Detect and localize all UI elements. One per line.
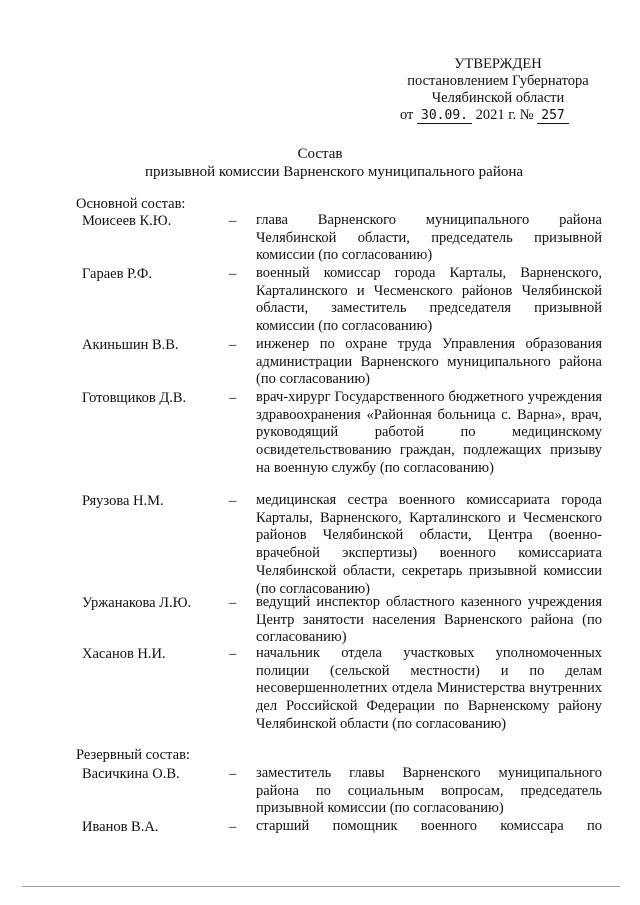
approval-date-line [388, 107, 608, 124]
date-value: 30.09. [417, 109, 472, 124]
approval-block [388, 56, 608, 124]
composition-title: Состав [297, 146, 343, 162]
member-role: старший помощник военного комиссара по [256, 818, 602, 834]
member-role: заместитель главы Варненского муниципального района по социальным вопросам, председатель призывной комиссии (по согласованию) [256, 765, 602, 817]
member-dash: – [229, 266, 237, 282]
member-dash: – [229, 337, 237, 353]
member-dash: – [229, 595, 237, 611]
member-dash: – [229, 493, 237, 509]
member-name: Уржанакова Л.Ю. [82, 595, 192, 611]
member-dash: – [229, 819, 237, 835]
reserve-section-label: Резервный состав: [76, 747, 190, 763]
member-name: Моисеев К.Ю. [82, 213, 172, 229]
member-role: военный комиссар города Карталы, Варненского, Карталинского и Чесменского районов Челябинской области, заместитель председателя призывной комиссии (по согласованию) [256, 265, 602, 335]
composition-heading [0, 145, 640, 181]
member-role: начальник отдела участковых уполномоченных полиции (сельской местности) и по делам несовершеннолетних отдела Министерства внутренних дел Российской Федерации по Варненскому району Челябинской области (по согласованию) [256, 645, 602, 732]
member-dash: – [229, 766, 237, 782]
member-role: медицинская сестра военного комиссариата города Карталы, Варненского, Карталинского и Чесменского районов Челябинской области, Центра (военно-врачебной экспертизы) военного комиссариата Челябинской области, секретарь призывной комиссии (по согласованию) [256, 492, 602, 597]
decree-number: 257 [537, 109, 568, 124]
approval-region-line: Челябинской области [431, 90, 565, 106]
approval-title: УТВЕРЖДЕН [454, 56, 542, 72]
member-name: Иванов В.А. [82, 819, 159, 835]
member-role: ведущий инспектор областного казенного учреждения Центр занятости населения Варненского района (по согласованию) [256, 594, 602, 646]
page-bottom-rule [22, 886, 620, 887]
member-role: инженер по охране труда Управления образования администрации Варненского муниципального района (по согласованию) [256, 336, 602, 388]
member-name: Гараев Р.Ф. [82, 266, 153, 282]
member-name: Акиньшин В.В. [82, 337, 179, 353]
date-year: 2021 г. № [475, 107, 534, 123]
member-dash: – [229, 213, 237, 229]
member-dash: – [229, 646, 237, 662]
member-name: Ряузова Н.М. [82, 493, 164, 509]
member-dash: – [229, 390, 237, 406]
member-name: Васичкина О.В. [82, 766, 180, 782]
member-name: Хасанов Н.И. [82, 646, 166, 662]
main-section-label: Основной состав: [76, 196, 186, 212]
member-name: Готовщиков Д.В. [82, 390, 187, 406]
date-prefix: от [400, 107, 414, 123]
composition-subtitle: призывной комиссии Варненского муниципального района [144, 164, 524, 180]
member-role: глава Варненского муниципального района Челябинской области, председатель призывной комиссии (по согласованию) [256, 212, 602, 264]
member-role: врач-хирург Государственного бюджетного учреждения здравоохранения «Районная больница с. Варна», врач, руководящий работой по медицинскому освидетельствованию граждан, подлежащих призыву на военную службу (по согласованию) [256, 389, 602, 476]
approval-decree-line: постановлением Губернатора [407, 73, 589, 89]
